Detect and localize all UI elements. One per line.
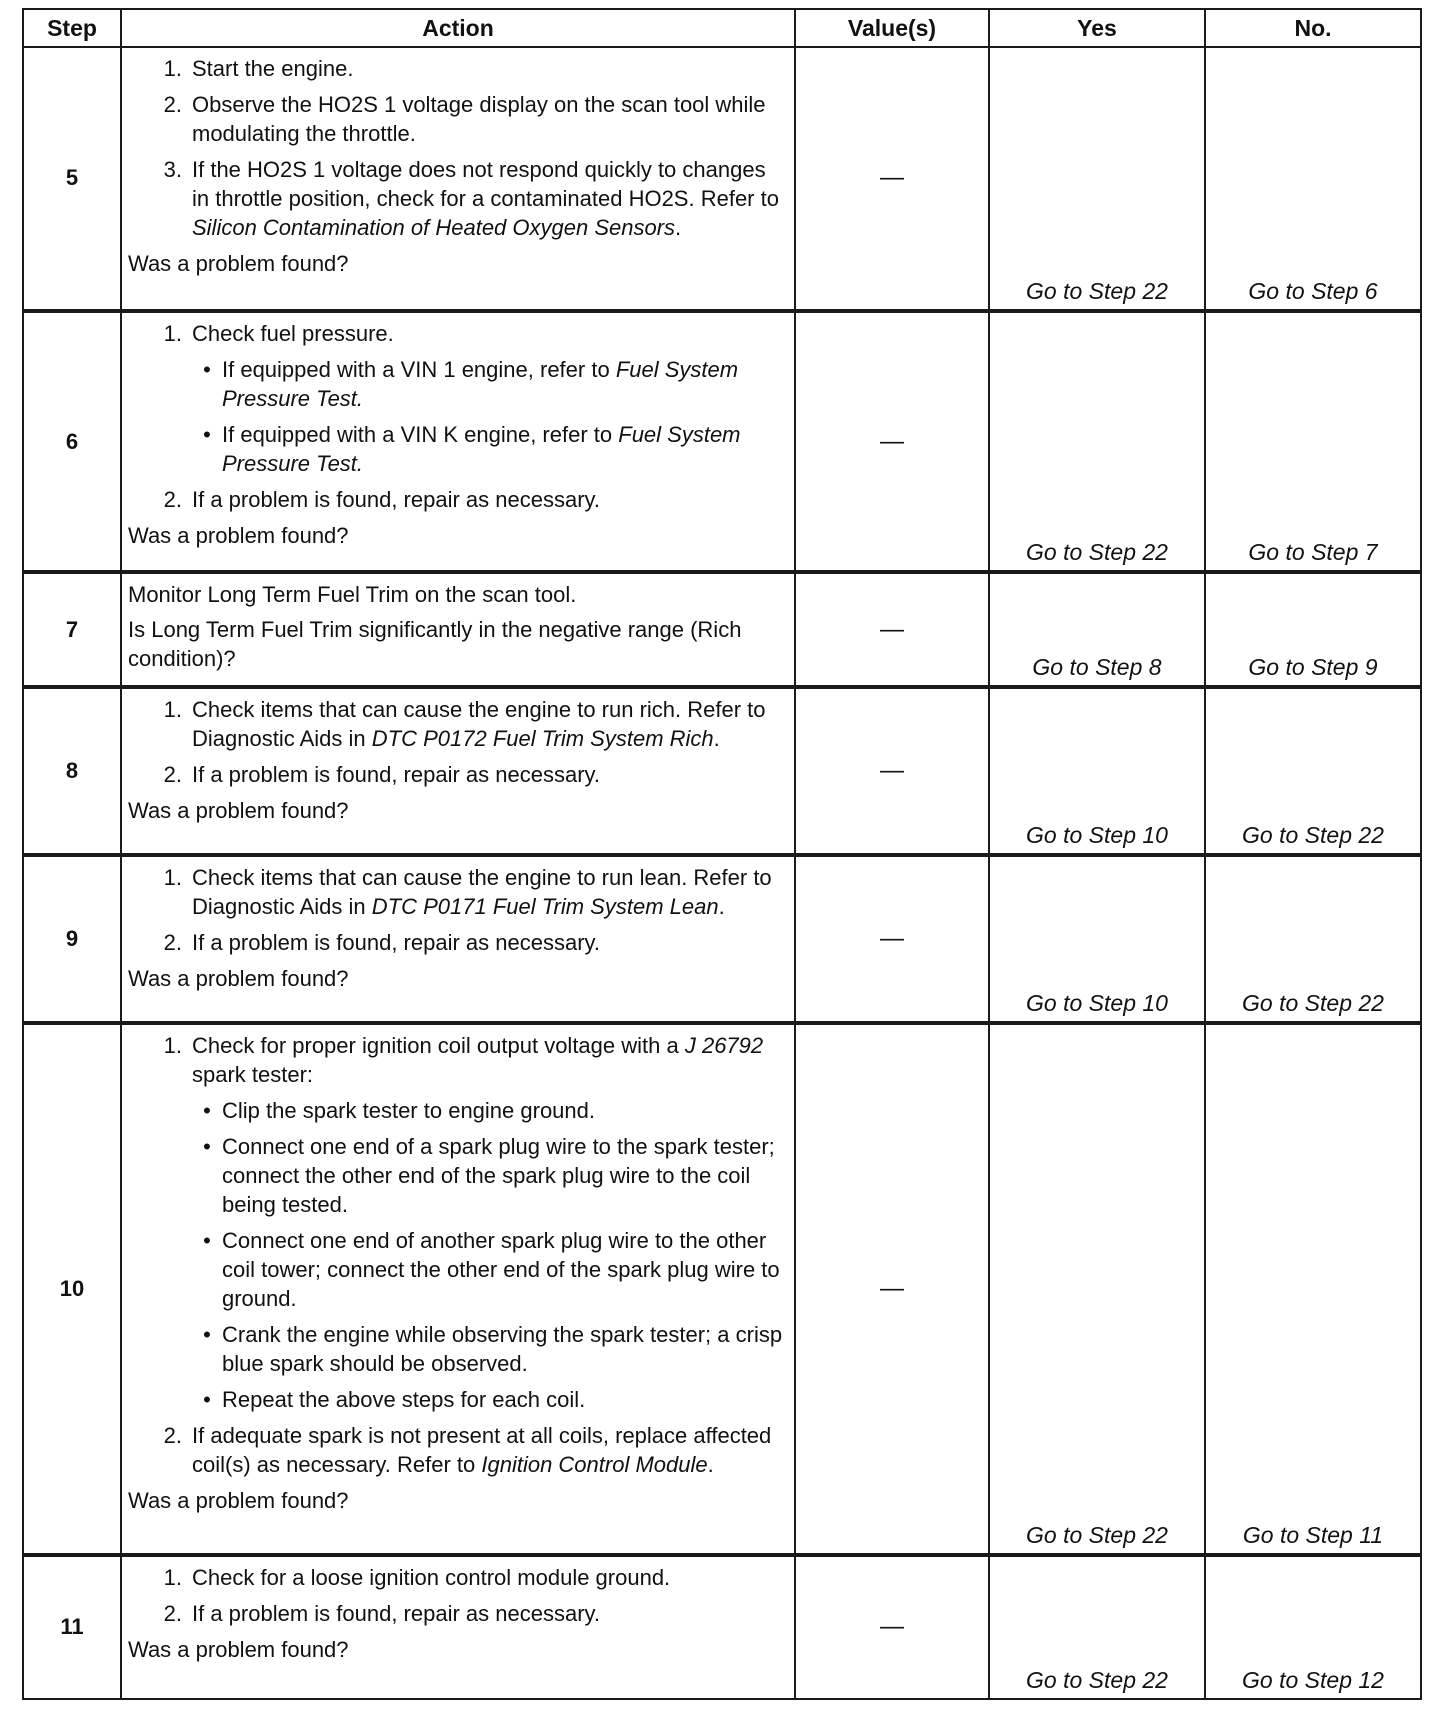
item-text xyxy=(192,930,600,955)
item-text xyxy=(192,697,766,751)
bullet-list xyxy=(192,355,788,478)
list-item xyxy=(128,485,788,514)
yes-cell: Go to Step 8 xyxy=(989,572,1205,686)
no-cell: Go to Step 22 xyxy=(1205,855,1421,1023)
item-text-main: If a problem is found, repair as necessary. xyxy=(192,486,601,512)
item-number: 1. xyxy=(163,696,182,722)
list-item xyxy=(128,90,788,148)
bullet-item xyxy=(192,1226,788,1313)
question: Was a problem found? xyxy=(128,797,349,823)
bullet-item xyxy=(192,1320,788,1378)
bullet-dot: • xyxy=(203,1133,211,1159)
header-row xyxy=(23,9,1421,47)
item-body xyxy=(192,485,788,514)
question: Was a problem found? xyxy=(128,966,349,992)
list-item xyxy=(128,1563,788,1592)
action-cell xyxy=(121,687,795,856)
item-text xyxy=(192,1033,763,1087)
step-number: 11 xyxy=(23,1555,121,1699)
item-text-main: Check for a loose ignition control module ground. xyxy=(192,1564,671,1590)
bullet-text-main: Crank the engine while observing the spark tester; a crisp blue spark should be observed. xyxy=(222,1321,783,1376)
bullet-item xyxy=(192,420,788,478)
item-body xyxy=(192,155,788,242)
list-item xyxy=(128,1031,788,1414)
header-action: Action xyxy=(121,9,795,47)
value-cell: — xyxy=(795,1555,989,1699)
action-cell xyxy=(121,1555,795,1699)
bullet-text-main: Repeat the above steps for each coil. xyxy=(222,1386,586,1412)
question: Was a problem found? xyxy=(128,1487,349,1513)
value-cell: — xyxy=(795,687,989,856)
bullet-text-main: Connect one end of another spark plug wire to the other coil tower; connect the other end of the spark plug wire to ground. xyxy=(222,1227,780,1311)
item-text xyxy=(192,92,766,146)
action-cell xyxy=(121,572,795,686)
yes-cell: Go to Step 10 xyxy=(989,855,1205,1023)
table-row xyxy=(23,311,1421,573)
list-item xyxy=(128,928,788,957)
no-cell: Go to Step 6 xyxy=(1205,47,1421,311)
value-cell: — xyxy=(795,47,989,311)
bullet-text-main: Connect one end of a spark plug wire to the spark tester; connect the other end of the spark plug wire to the coil being tested. xyxy=(222,1133,775,1217)
item-text xyxy=(192,487,600,512)
table-row xyxy=(23,1555,1421,1699)
bullet-dot: • xyxy=(203,356,211,382)
item-body xyxy=(192,695,788,753)
header-values: Value(s) xyxy=(795,9,989,47)
bullet-text xyxy=(222,1096,788,1125)
item-body xyxy=(192,1599,788,1628)
item-text-main: Check fuel pressure. xyxy=(192,320,394,346)
item-body xyxy=(192,1031,788,1414)
bullet-item xyxy=(192,1385,788,1414)
list-item xyxy=(128,760,788,789)
item-text-main: Check for proper ignition coil output voltage with a xyxy=(192,1032,685,1058)
value-cell: — xyxy=(795,1023,989,1555)
item-text xyxy=(192,1423,771,1477)
item-number: 2. xyxy=(163,1422,182,1448)
item-number: 2. xyxy=(163,761,182,787)
item-text-main: If the HO2S 1 voltage does not respond quickly to changes in throttle position, check for a contaminated HO2S. Refer to xyxy=(192,157,779,211)
header-no: No. xyxy=(1205,9,1421,47)
item-text-after: . xyxy=(675,215,682,240)
table-row xyxy=(23,855,1421,1023)
numbered-list xyxy=(128,1563,788,1628)
bullet-text-main: Clip the spark tester to engine ground. xyxy=(222,1097,596,1123)
item-text-main: If a problem is found, repair as necessary. xyxy=(192,930,601,956)
step-number: 8 xyxy=(23,687,121,856)
item-number: 1. xyxy=(163,56,182,81)
list-item xyxy=(128,155,788,242)
table-row xyxy=(23,572,1421,686)
item-text xyxy=(192,762,600,787)
table-row xyxy=(23,1023,1421,1555)
list-item xyxy=(128,319,788,478)
step-number: 6 xyxy=(23,311,121,573)
bullet-reference: Fuel System Pressure Test. xyxy=(222,356,739,411)
question: Was a problem found? xyxy=(128,251,349,276)
item-text-main: If a problem is found, repair as necessary. xyxy=(192,761,601,787)
item-number: 2. xyxy=(163,1600,182,1626)
item-text-main: Start the engine. xyxy=(192,56,354,81)
item-text xyxy=(192,56,353,81)
bullet-text xyxy=(222,420,788,478)
bullet-dot: • xyxy=(203,421,211,447)
list-item xyxy=(128,54,788,83)
numbered-list xyxy=(128,863,788,957)
action-cell xyxy=(121,1023,795,1555)
item-text xyxy=(192,157,779,240)
item-body xyxy=(192,863,788,921)
item-number: 1. xyxy=(163,1032,182,1058)
bullet-text xyxy=(222,1226,788,1313)
item-reference: Ignition Control Module xyxy=(481,1451,708,1477)
bullet-item xyxy=(192,355,788,413)
item-text xyxy=(192,1601,600,1626)
numbered-list xyxy=(128,695,788,789)
yes-cell: Go to Step 22 xyxy=(989,1555,1205,1699)
list-item xyxy=(128,695,788,753)
numbered-list xyxy=(128,319,788,514)
bullet-text xyxy=(222,355,788,413)
yes-cell: Go to Step 10 xyxy=(989,687,1205,856)
item-body xyxy=(192,54,788,83)
item-text-after: . xyxy=(707,1451,714,1477)
item-number: 1. xyxy=(163,320,182,346)
bullet-reference: Fuel System Pressure Test. xyxy=(222,421,741,476)
no-cell: Go to Step 7 xyxy=(1205,311,1421,573)
bullet-text xyxy=(222,1132,788,1219)
yes-cell: Go to Step 22 xyxy=(989,47,1205,311)
item-number: 3. xyxy=(163,157,182,182)
item-reference: DTC P0171 Fuel Trim System Lean xyxy=(371,894,719,920)
list-item xyxy=(128,863,788,921)
bullet-item xyxy=(192,1132,788,1219)
question: Is Long Term Fuel Trim significantly in the negative range (Rich condition)? xyxy=(128,617,742,672)
action-cell xyxy=(121,47,795,311)
step-number: 7 xyxy=(23,572,121,686)
bullet-text-main: If equipped with a VIN K engine, refer to xyxy=(222,421,619,447)
bullet-list xyxy=(192,1096,788,1414)
item-text-main: Observe the HO2S 1 voltage display on the scan tool while modulating the throttle. xyxy=(192,92,766,146)
value-cell: — xyxy=(795,572,989,686)
step-number: 5 xyxy=(23,47,121,311)
item-text-main: Check items that can cause the engine to run lean. Refer to Diagnostic Aids in xyxy=(192,865,772,920)
item-text-main: Check items that can cause the engine to run rich. Refer to Diagnostic Aids in xyxy=(192,696,766,751)
bullet-text xyxy=(222,1320,788,1378)
item-reference: DTC P0172 Fuel Trim System Rich xyxy=(371,725,714,751)
item-text-main: If a problem is found, repair as necessary. xyxy=(192,1600,601,1626)
question: Was a problem found? xyxy=(128,1636,349,1662)
question: Was a problem found? xyxy=(128,522,349,548)
no-cell: Go to Step 9 xyxy=(1205,572,1421,686)
no-cell: Go to Step 22 xyxy=(1205,687,1421,856)
table-row xyxy=(23,687,1421,856)
item-text xyxy=(192,321,394,346)
item-reference: Silicon Contamination of Heated Oxygen Sensors xyxy=(192,215,676,240)
value-cell: — xyxy=(795,311,989,573)
yes-cell: Go to Step 22 xyxy=(989,311,1205,573)
item-number: 1. xyxy=(163,865,182,891)
bullet-dot: • xyxy=(203,1227,211,1253)
list-item xyxy=(128,1599,788,1628)
action-cell xyxy=(121,311,795,573)
bullet-dot: • xyxy=(203,1097,211,1123)
action-line: Monitor Long Term Fuel Trim on the scan tool. xyxy=(128,582,577,608)
header-step: Step xyxy=(23,9,121,47)
list-item xyxy=(128,1421,788,1479)
yes-cell: Go to Step 22 xyxy=(989,1023,1205,1555)
table-row xyxy=(23,47,1421,311)
item-text xyxy=(192,1565,670,1590)
value-cell: — xyxy=(795,855,989,1023)
item-text xyxy=(192,865,772,919)
action-cell xyxy=(121,855,795,1023)
no-cell: Go to Step 11 xyxy=(1205,1023,1421,1555)
step-number: 10 xyxy=(23,1023,121,1555)
item-number: 2. xyxy=(163,92,182,117)
item-text-after: spark tester: xyxy=(192,1061,314,1087)
step-number: 9 xyxy=(23,855,121,1023)
header-yes: Yes xyxy=(989,9,1205,47)
item-body xyxy=(192,1421,788,1479)
item-number: 1. xyxy=(163,1564,182,1590)
bullet-item xyxy=(192,1096,788,1125)
item-text-after: . xyxy=(718,894,725,920)
bullet-dot: • xyxy=(203,1386,211,1412)
no-cell: Go to Step 12 xyxy=(1205,1555,1421,1699)
item-body xyxy=(192,1563,788,1592)
bullet-text xyxy=(222,1385,788,1414)
item-text-after: . xyxy=(713,725,720,751)
diagnostic-table xyxy=(22,8,1422,1700)
item-number: 2. xyxy=(163,930,182,956)
numbered-list xyxy=(128,1031,788,1479)
numbered-list xyxy=(128,54,788,242)
item-body xyxy=(192,928,788,957)
item-reference: J 26792 xyxy=(684,1032,764,1058)
item-body xyxy=(192,319,788,478)
item-body xyxy=(192,760,788,789)
item-text-main: If adequate spark is not present at all coils, replace affected coil(s) as necessary. Refer to xyxy=(192,1422,772,1477)
bullet-dot: • xyxy=(203,1321,211,1347)
item-body xyxy=(192,90,788,148)
item-number: 2. xyxy=(163,486,182,512)
bullet-text-main: If equipped with a VIN 1 engine, refer to xyxy=(222,356,616,382)
table-body xyxy=(23,47,1421,1699)
